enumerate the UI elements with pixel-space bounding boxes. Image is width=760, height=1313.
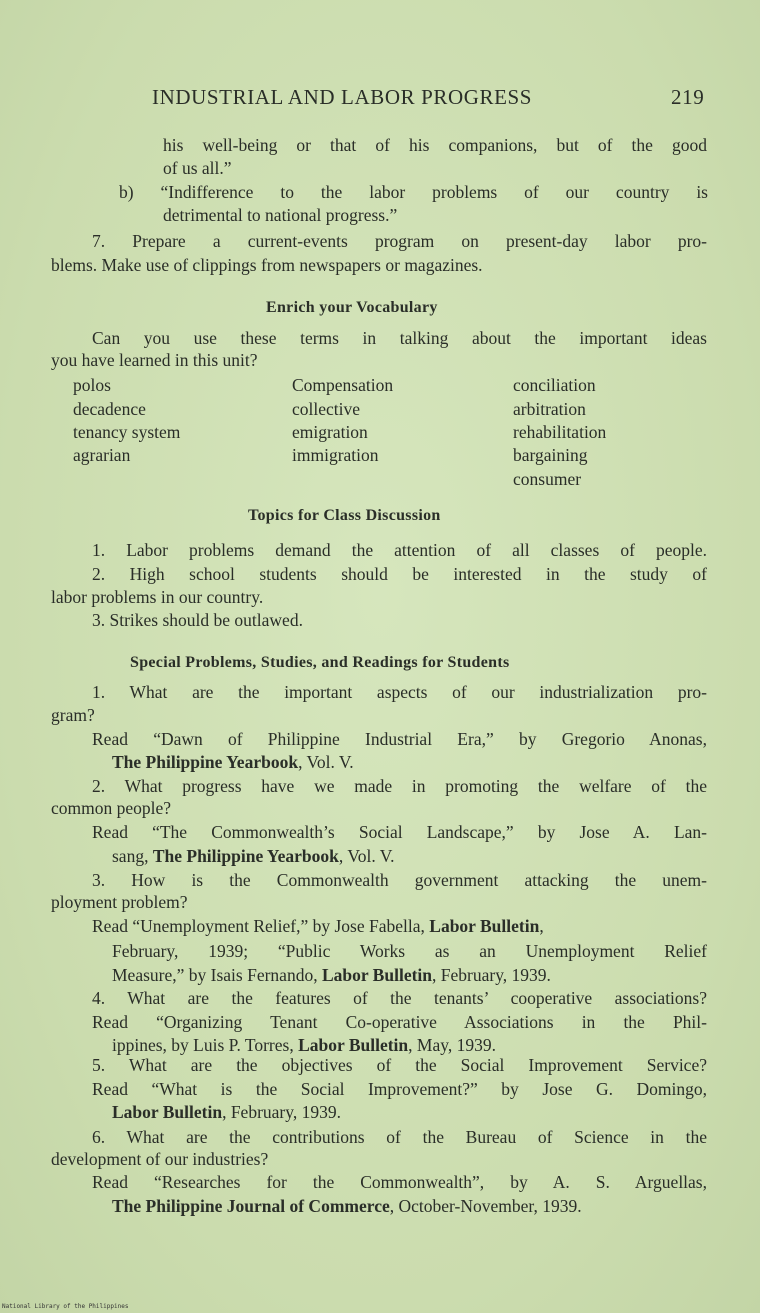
- topic-line: 1. Labor problems demand the attention of all classes of people.: [92, 540, 707, 560]
- source-title: Labor Bulletin: [429, 916, 540, 936]
- reading-line: Read “Dawn of Philippine Industrial Era,” by Gregorio Anonas,: [92, 729, 707, 749]
- reading-line: [112, 964, 551, 986]
- source-detail: Measure,” by Isais Fernando,: [112, 965, 322, 985]
- page-number: 219: [671, 85, 705, 109]
- paragraph-line: you have learned in this unit?: [51, 350, 258, 370]
- source-title: Labor Bulletin: [298, 1035, 409, 1055]
- reading-line: Read “The Commonwealth’s Social Landscape,” by Jose A. Lan-: [92, 822, 707, 842]
- vocab-term: decadence: [73, 399, 146, 419]
- reading-line: February, 1939; “Public Works as an Unemployment Relief: [112, 941, 707, 961]
- reading-line: [112, 1101, 341, 1123]
- vocab-term: emigration: [292, 422, 368, 442]
- source-detail: , October-November, 1939.: [389, 1196, 582, 1216]
- reading-line: [112, 1034, 496, 1056]
- source-detail: sang,: [112, 846, 153, 866]
- vocab-term: bargaining: [513, 445, 588, 465]
- source-title: The Philippine Journal of Commerce: [112, 1196, 390, 1216]
- source-detail: , May, 1939.: [408, 1035, 496, 1055]
- question-line: 5. What are the objectives of the Social Improvement Service?: [92, 1055, 707, 1075]
- reading-line: Read “Organizing Tenant Co-operative Associations in the Phil-: [92, 1012, 707, 1032]
- question-line: ployment problem?: [51, 892, 188, 912]
- paragraph-line: b) “Indifference to the labor problems of our country is: [119, 182, 708, 202]
- source-title: The Philippine Yearbook: [152, 846, 339, 866]
- reading-line: [112, 1195, 582, 1217]
- running-head: INDUSTRIAL AND LABOR PROGRESS: [152, 85, 533, 109]
- question-line: 4. What are the features of the tenants’ cooperative associations?: [92, 988, 707, 1008]
- reading-line: Read “What is the Social Improvement?” by Jose G. Domingo,: [92, 1079, 707, 1099]
- paragraph-line: his well-being or that of his companions, but of the good: [163, 135, 707, 155]
- source-detail: , February, 1939.: [222, 1102, 341, 1122]
- source-detail: ippines, by Luis P. Torres,: [112, 1035, 299, 1055]
- topic-line: 3. Strikes should be outlawed.: [92, 610, 303, 630]
- paragraph-line: of us all.”: [163, 158, 232, 178]
- source-title: Labor Bulletin: [112, 1102, 223, 1122]
- vocab-term: tenancy system: [73, 422, 181, 442]
- topic-line: 2. High school students should be interested in the study of: [92, 564, 707, 584]
- source-detail: , February, 1939.: [432, 965, 551, 985]
- question-line: 2. What progress have we made in promoting the welfare of the: [92, 776, 707, 796]
- paragraph-line: Can you use these terms in talking about the important ideas: [92, 328, 707, 348]
- source-detail: , Vol. V.: [298, 752, 354, 772]
- paragraph-line: detrimental to national progress.”: [163, 205, 398, 225]
- vocab-term: conciliation: [513, 375, 596, 395]
- vocab-term: arbitration: [513, 399, 586, 419]
- reading-line: [112, 751, 354, 773]
- source-detail: Read “Unemployment Relief,” by Jose Fabella,: [92, 916, 430, 936]
- question-line: development of our industries?: [51, 1149, 269, 1169]
- question-line: 3. How is the Commonwealth government attacking the unem-: [92, 870, 707, 890]
- question-line: 6. What are the contributions of the Bureau of Science in the: [92, 1127, 707, 1147]
- section-heading-special: Special Problems, Studies, and Readings for Students: [130, 654, 510, 671]
- reading-line: Read “Researches for the Commonwealth”, by A. S. Arguellas,: [92, 1172, 707, 1192]
- topic-line: labor problems in our country.: [51, 587, 264, 607]
- vocab-term: consumer: [513, 469, 582, 489]
- reading-line: [92, 915, 707, 937]
- vocab-term: immigration: [292, 445, 379, 465]
- vocab-term: agrarian: [73, 445, 131, 465]
- vocab-term: collective: [292, 399, 361, 419]
- source-title: The Philippine Yearbook: [112, 752, 299, 772]
- source-detail: , Vol. V.: [338, 846, 395, 866]
- section-heading-vocabulary: Enrich your Vocabulary: [266, 299, 438, 316]
- section-heading-topics: Topics for Class Discussion: [248, 507, 441, 524]
- vocab-term: rehabilitation: [513, 422, 607, 442]
- library-watermark: National Library of the Philippines: [2, 1303, 129, 1310]
- source-detail: ,: [539, 916, 544, 936]
- paragraph-line: 7. Prepare a current-events program on present-day labor pro-: [92, 231, 707, 251]
- paragraph-line: blems. Make use of clippings from newspapers or magazines.: [51, 255, 483, 275]
- question-line: common people?: [51, 798, 172, 818]
- source-title: Labor Bulletin: [321, 965, 433, 985]
- vocab-term: polos: [73, 375, 111, 395]
- question-line: 1. What are the important aspects of our industrialization pro-: [92, 682, 707, 702]
- reading-line: [112, 845, 395, 867]
- vocab-term: Compensation: [292, 375, 394, 395]
- question-line: gram?: [51, 705, 95, 725]
